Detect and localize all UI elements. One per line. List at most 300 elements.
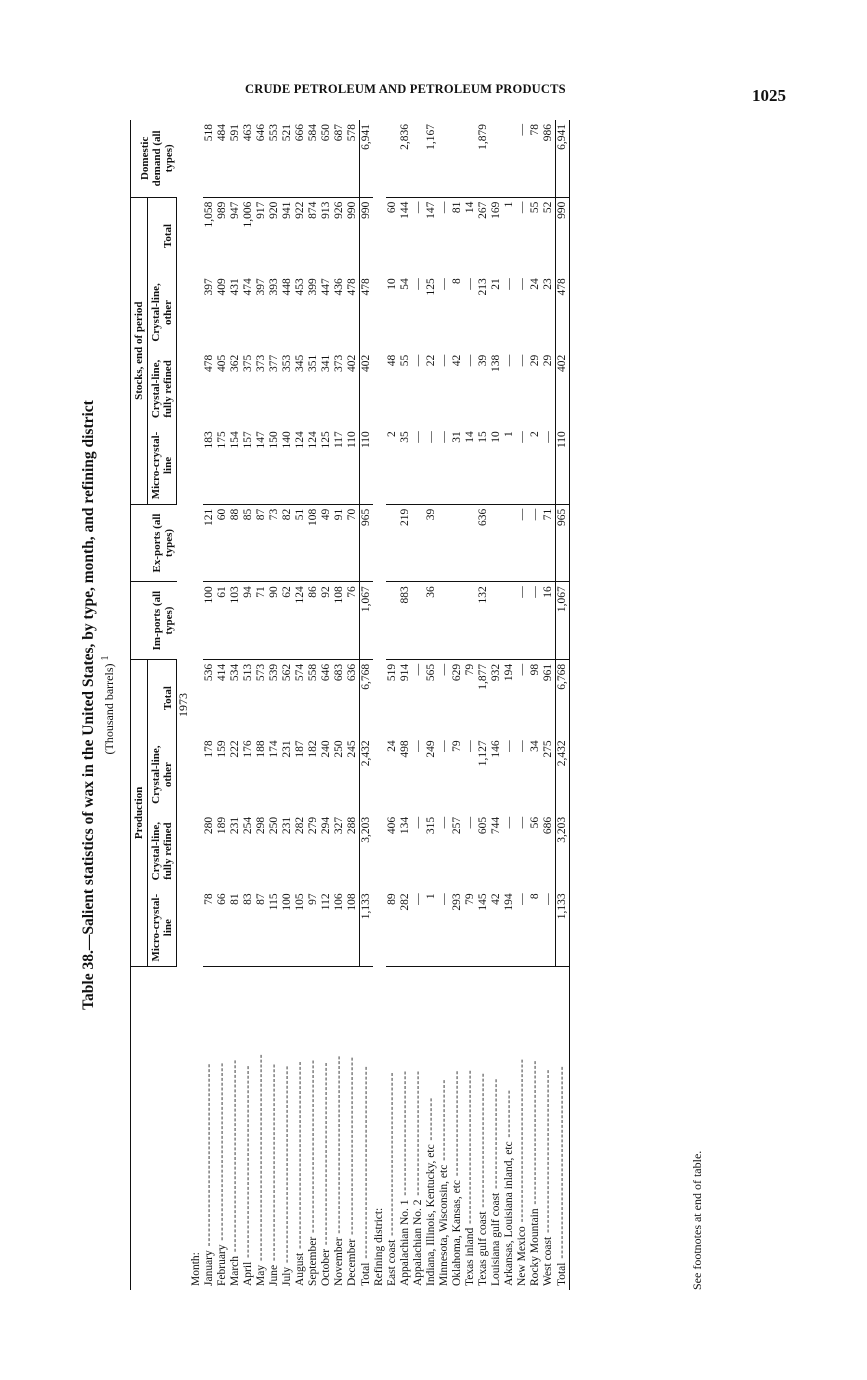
district-row: [503, 120, 516, 1290]
table-cell: [464, 120, 477, 197]
table-cell: 91: [333, 504, 346, 582]
table-cell: 35: [399, 427, 412, 504]
table-cell: 513: [242, 663, 254, 682]
table-cell: 34: [529, 740, 541, 752]
table-cell: 194: [503, 663, 515, 682]
table-cell: 150: [268, 427, 281, 504]
district-total-row: [556, 120, 570, 1290]
leader-dots: -----------------------: [490, 1077, 502, 1193]
table-cell: 14: [464, 201, 476, 214]
table-cell: 78: [529, 120, 542, 197]
table-cell: 1,127: [477, 740, 489, 767]
table-cell: [503, 504, 516, 582]
table-cell: 86: [307, 582, 320, 660]
table-cell: 115: [268, 889, 281, 966]
row-label: [490, 966, 503, 1290]
month-row: [203, 120, 216, 1290]
table-cell: 375: [242, 354, 254, 372]
table-cell: —: [438, 278, 450, 290]
leader-dots: ----------------------------------: [542, 1068, 554, 1237]
table-cell: 6,768: [360, 659, 374, 736]
row-label-text: Texas gulf coast: [477, 1211, 489, 1286]
table-cell: 52: [542, 201, 554, 214]
table-cell: 402: [346, 354, 358, 372]
table-cell: 82: [281, 504, 294, 582]
table-cell: 81: [229, 889, 242, 966]
row-label: [203, 966, 216, 1290]
district-row: [399, 120, 412, 1290]
table-cell: 124: [294, 427, 307, 504]
table-cell: —: [412, 278, 424, 290]
row-label-text: April: [242, 1261, 254, 1286]
table-cell: 478: [346, 278, 358, 296]
table-cell: 147: [425, 201, 437, 219]
table-cell: 591: [229, 120, 242, 197]
table-cell: 22: [425, 354, 437, 367]
table-cell: 231: [229, 816, 241, 835]
leader-dots: --------------------------: [399, 1070, 411, 1200]
table-cell: 138: [490, 354, 502, 372]
table-cell: —: [516, 740, 528, 752]
table-cell: 484: [216, 120, 229, 197]
wax-statistics-table: [130, 120, 570, 1290]
table-cell: 124: [294, 582, 307, 660]
table-cell: 94: [242, 582, 255, 660]
table-unit-text: (Thousand barrels): [102, 663, 116, 755]
table-cell: 1,058: [203, 201, 215, 228]
table-cell: —: [425, 427, 438, 504]
month-row: [242, 120, 255, 1290]
row-label-text: Louisiana gulf coast: [490, 1192, 502, 1286]
table-cell: 55: [529, 201, 541, 214]
running-head: CRUDE PETROLEUM AND PETROLEUM PRODUCTS: [245, 82, 566, 96]
table-cell: —: [542, 889, 556, 966]
table-cell: 646: [255, 120, 268, 197]
table-cell: 478: [360, 274, 374, 351]
table-cell: —: [412, 889, 425, 966]
table-cell: 474: [242, 278, 254, 296]
table-cell: 282: [294, 816, 306, 835]
table-cell: 14: [464, 427, 477, 504]
table-cell: 182: [307, 740, 319, 758]
table-cell: 250: [268, 816, 280, 835]
table-cell: 453: [294, 278, 306, 296]
table-cell: 100: [203, 582, 216, 660]
table-cell: 240: [320, 740, 332, 758]
table-cell: 174: [268, 740, 280, 758]
table-cell: 629: [451, 663, 463, 682]
table-cell: 565: [425, 663, 437, 682]
table-cell: —: [516, 278, 528, 290]
leader-dots: ------------------------------: [529, 1059, 541, 1209]
table-cell: 397: [255, 278, 267, 296]
leader-dots: ----------------------------------: [386, 1071, 398, 1240]
table-cell: 100: [281, 889, 294, 966]
table-cell: [412, 582, 425, 660]
table-cell: 448: [281, 278, 293, 296]
table-cell: —: [464, 278, 476, 290]
table-cell: 990: [556, 197, 570, 274]
table-cell: 48: [386, 354, 398, 367]
table-cell: 187: [294, 740, 306, 758]
table-cell: 1: [503, 427, 516, 504]
table-cell: 941: [281, 201, 293, 219]
year-label: 1973: [176, 693, 190, 717]
table-cell: 267: [477, 201, 489, 219]
table-cell: —: [516, 816, 528, 829]
table-cell: 231: [281, 740, 293, 758]
table-cell: 81: [451, 201, 463, 214]
table-cell: 21: [490, 278, 502, 290]
table-cell: —: [464, 354, 476, 367]
table-cell: 646: [320, 663, 332, 682]
table-cell: 584: [307, 120, 320, 197]
table-cell: 98: [529, 663, 541, 676]
row-label: [294, 966, 307, 1290]
table-cell: 965: [556, 504, 570, 582]
table-cell: —: [503, 740, 515, 752]
table-cell: 8: [451, 278, 463, 284]
table-cell: 553: [268, 120, 281, 197]
row-label-text: Minnesota, Wisconsin, etc: [438, 1164, 450, 1286]
table-cell: 125: [425, 278, 437, 296]
table-cell: 986: [542, 120, 556, 197]
col-header-prod-crystalline-other: Crystal-line, other: [148, 736, 177, 813]
table-cell: [386, 582, 399, 660]
table-cell: 110: [556, 427, 570, 504]
table-cell: 108: [333, 582, 346, 660]
table-cell: 558: [307, 663, 319, 682]
district-row: [451, 120, 464, 1290]
table-cell: 105: [294, 889, 307, 966]
month-row: [229, 120, 242, 1290]
production-group-header: Production: [131, 659, 148, 966]
table-cell: 883: [399, 582, 412, 660]
table-cell: 402: [556, 351, 570, 428]
table-cell: 189: [216, 816, 228, 835]
table-cell: 518: [203, 120, 216, 197]
leader-dots: ----------------------------: [477, 1072, 489, 1212]
month-row: [333, 120, 346, 1290]
table-cell: 157: [242, 427, 255, 504]
table-cell: 990: [346, 201, 358, 219]
row-label-text: November: [333, 1237, 345, 1286]
col-header-imports: Im-ports (all types): [131, 582, 177, 660]
table-cell: —: [438, 816, 450, 829]
table-cell: 121: [203, 504, 216, 582]
table-cell: 110: [346, 427, 360, 504]
table-cell: 1,006: [242, 201, 254, 228]
col-header-stock-total: Total: [148, 197, 177, 274]
leader-dots: ------------------------------------: [307, 1059, 319, 1237]
row-label: [451, 966, 464, 1290]
row-label-text: Total: [359, 1262, 372, 1286]
table-cell: 650: [320, 120, 333, 197]
row-label: [216, 966, 229, 1290]
table-cell: [490, 120, 503, 197]
table-cell: 79: [464, 889, 477, 966]
row-label: [333, 966, 346, 1290]
table-cell: 2: [529, 427, 542, 504]
table-cell: —: [516, 663, 528, 676]
table-cell: 478: [556, 274, 570, 351]
table-cell: 405: [216, 354, 228, 372]
table-cell: [503, 120, 516, 197]
leader-dots: -------------------------------------: [333, 1054, 345, 1238]
table-cell: [438, 120, 451, 197]
row-label: [399, 966, 412, 1290]
table-cell: 397: [203, 278, 215, 296]
district-row: [490, 120, 503, 1290]
district-row: [529, 120, 542, 1290]
table-cell: 257: [451, 816, 463, 835]
district-row: [425, 120, 438, 1290]
row-label-text: Appalachian No. 1: [399, 1199, 411, 1286]
table-cell: 1,877: [477, 663, 489, 690]
leader-dots: ----------------------------------------: [555, 1065, 568, 1263]
table-cell: 666: [294, 120, 307, 197]
district-row: [464, 120, 477, 1290]
table-cell: 399: [307, 278, 319, 296]
table-cell: 6,941: [360, 120, 374, 197]
rotated-table-block: [80, 10, 720, 1290]
month-section-row: [190, 120, 203, 1290]
table-cell: —: [516, 120, 529, 197]
table-cell: —: [412, 740, 424, 752]
table-cell: 24: [529, 278, 541, 290]
month-row: [255, 120, 268, 1290]
district-row: [412, 120, 425, 1290]
table-cell: 605: [477, 816, 489, 835]
table-cell: 132: [477, 582, 490, 660]
table-cell: [412, 504, 425, 582]
leader-dots: ---------: [425, 1096, 437, 1145]
table-cell: [438, 504, 451, 582]
table-cell: 990: [360, 197, 374, 274]
table-cell: 562: [281, 663, 293, 682]
table-cell: 112: [320, 889, 333, 966]
table-cell: 97: [307, 889, 320, 966]
district-row: [516, 120, 529, 1290]
table-cell: 29: [542, 354, 554, 367]
row-label-text: New Mexico: [516, 1226, 528, 1286]
table-cell: 66: [216, 889, 229, 966]
row-label: [529, 966, 542, 1290]
leader-dots: --------------------------------------: [320, 1061, 332, 1249]
table-cell: 175: [216, 427, 229, 504]
col-header-domestic-demand: Domestic demand (all types): [131, 120, 177, 197]
month-row: [320, 120, 333, 1290]
table-cell: 341: [320, 354, 332, 372]
table-cell: 920: [268, 201, 280, 219]
table-cell: 926: [333, 201, 345, 219]
col-header-stock-microcrystalline: Micro-crystal-line: [148, 427, 177, 504]
table-cell: 351: [307, 354, 319, 372]
table-cell: 402: [360, 351, 374, 428]
table-cell: 76: [346, 582, 360, 660]
row-label-text: July: [281, 1266, 293, 1286]
table-cell: 293: [451, 889, 464, 966]
table-cell: —: [516, 354, 528, 367]
table-cell: —: [412, 354, 424, 367]
table-cell: 51: [294, 504, 307, 582]
table-cell: 254: [242, 816, 254, 835]
table-cell: 922: [294, 201, 306, 219]
table-cell: 1: [503, 201, 515, 208]
table-cell: 961: [542, 663, 554, 682]
table-cell: 60: [216, 504, 229, 582]
table-cell: 406: [386, 816, 398, 835]
table-cell: 327: [333, 816, 345, 835]
table-cell: 36: [425, 582, 438, 660]
table-cell: 989: [216, 201, 228, 219]
row-label-text: Rocky Mountain: [529, 1208, 541, 1286]
table-cell: 539: [268, 663, 280, 682]
table-cell: 169: [490, 201, 502, 219]
row-label: [268, 966, 281, 1290]
table-cell: 178: [203, 740, 215, 758]
row-label: [242, 966, 255, 1290]
table-cell: [451, 120, 464, 197]
table-cell: 90: [268, 582, 281, 660]
table-cell: 280: [203, 816, 215, 835]
table-cell: —: [516, 427, 529, 504]
table-cell: 345: [294, 354, 306, 372]
table-cell: —: [438, 663, 450, 676]
table-cell: 534: [229, 663, 241, 682]
table-cell: 8: [529, 889, 542, 966]
district-row: [542, 120, 556, 1290]
table-cell: —: [412, 427, 425, 504]
row-label-text: Appalachian No. 2: [412, 1199, 424, 1286]
table-cell: —: [542, 427, 556, 504]
table-cell: 282: [399, 889, 412, 966]
table-cell: 2,432: [360, 736, 374, 813]
month-row: [281, 120, 294, 1290]
leader-dots: ----------------------: [451, 1069, 463, 1180]
table-cell: [464, 582, 477, 660]
table-cell: 176: [242, 740, 254, 758]
table-cell: 1,067: [556, 582, 570, 660]
table-cell: 874: [307, 201, 319, 219]
row-label-text: June: [268, 1264, 280, 1286]
table-cell: 315: [425, 816, 437, 835]
table-cell: 373: [255, 354, 267, 372]
table-cell: 519: [386, 663, 398, 682]
footnote-reference: See footnotes at end of table.: [690, 1150, 704, 1290]
row-label: [386, 966, 399, 1290]
table-cell: [386, 504, 399, 582]
table-cell: 144: [399, 201, 411, 219]
table-cell: 39: [477, 354, 489, 367]
table-cell: 279: [307, 816, 319, 835]
table-cell: 23: [542, 278, 554, 290]
leader-dots: --------------------------------------: [203, 1062, 215, 1251]
table-cell: —: [412, 816, 424, 829]
table-cell: 219: [399, 504, 412, 582]
table-cell: 106: [333, 889, 346, 966]
table-cell: 686: [542, 816, 554, 835]
row-label: [503, 966, 516, 1290]
row-label-text: August: [294, 1252, 306, 1286]
page-number: 1025: [752, 86, 786, 105]
table-cell: 78: [203, 889, 216, 966]
table-cell: 31: [451, 427, 464, 504]
leader-dots: -------------------------------------: [216, 1061, 228, 1245]
row-label: [307, 966, 320, 1290]
table-cell: 56: [529, 816, 541, 829]
table-cell: 110: [360, 427, 374, 504]
table-cell: 146: [490, 740, 502, 758]
table-cell: 87: [255, 889, 268, 966]
table-cell: 213: [477, 278, 489, 296]
table-cell: 60: [386, 201, 398, 214]
table-cell: —: [516, 504, 529, 582]
leader-dots: -----------------: [438, 1078, 450, 1165]
table-cell: 1,067: [360, 582, 374, 660]
table-cell: 183: [203, 427, 216, 504]
table-cell: 108: [307, 504, 320, 582]
table-cell: 373: [333, 354, 345, 372]
table-cell: 574: [294, 663, 306, 682]
col-header-prod-total: Total: [148, 659, 177, 736]
table-cell: 92: [320, 582, 333, 660]
table-cell: 947: [229, 201, 241, 219]
table-cell: 71: [542, 504, 556, 582]
table-cell: 2,432: [556, 736, 570, 813]
table-cell: 70: [346, 504, 360, 582]
table-cell: 85: [242, 504, 255, 582]
row-label: [542, 966, 556, 1290]
table-cell: 932: [490, 663, 502, 682]
row-label-text: West coast: [542, 1236, 554, 1286]
table-cell: 409: [216, 278, 228, 296]
table-cell: 145: [477, 889, 490, 966]
row-label: [281, 966, 294, 1290]
leader-dots: ----------------------------------------: [229, 1058, 241, 1256]
table-cell: [451, 504, 464, 582]
table-cell: 55: [399, 354, 411, 367]
row-label: [360, 966, 374, 1290]
col-header-prod-microcrystalline: Micro-crystal-line: [148, 889, 177, 966]
table-cell: [490, 504, 503, 582]
row-label-text: October: [320, 1248, 332, 1286]
table-cell: —: [412, 201, 424, 214]
table-cell: 42: [490, 889, 503, 966]
table-cell: —: [438, 354, 450, 367]
table-cell: 917: [255, 201, 267, 219]
table-cell: 249: [425, 740, 437, 758]
table-cell: 1,133: [556, 889, 570, 966]
leader-dots: ---------------------------------------: [294, 1060, 306, 1253]
table-cell: 744: [490, 816, 502, 835]
table-cell: 3,203: [556, 813, 570, 890]
table-cell: 71: [255, 582, 268, 660]
table-cell: 1,879: [477, 120, 490, 197]
month-total-row: [360, 120, 374, 1290]
table-cell: 377: [268, 354, 280, 372]
table-cell: 431: [229, 278, 241, 296]
table-cell: 298: [255, 816, 267, 835]
col-header-exports: Ex-ports (all types): [131, 504, 177, 582]
table-cell: 294: [320, 816, 332, 835]
district-row: [438, 120, 451, 1290]
table-cell: 89: [386, 889, 399, 966]
table-cell: 636: [477, 504, 490, 582]
table-cell: 2,836: [399, 120, 412, 197]
row-label: [464, 966, 477, 1290]
row-label-text: May: [255, 1264, 267, 1286]
